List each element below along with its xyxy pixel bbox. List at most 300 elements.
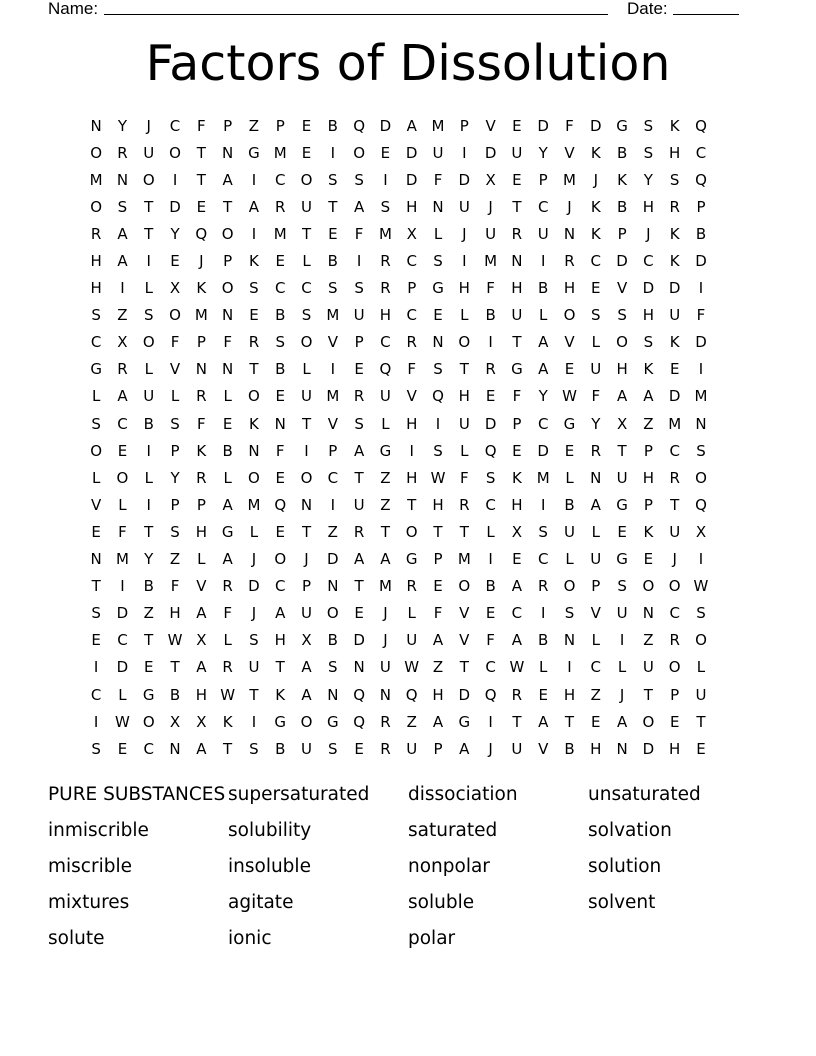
grid-letter: A: [643, 387, 654, 406]
grid-letter: I: [567, 658, 572, 677]
grid-letter: B: [169, 685, 181, 704]
grid-letter: P: [196, 495, 206, 514]
grid-letter: G: [142, 685, 155, 704]
grid-letter: A: [511, 577, 523, 596]
grid-letter: Z: [432, 658, 444, 677]
grid-letter: T: [144, 522, 154, 541]
grid-letter: U: [511, 143, 523, 162]
grid-letter: L: [591, 333, 600, 352]
grid-letter: B: [275, 360, 286, 379]
grid-letter: J: [383, 631, 388, 650]
grid-letter: O: [695, 468, 707, 487]
grid-letter: J: [619, 685, 625, 704]
grid-letter: M: [326, 387, 340, 406]
grid-letter: U: [143, 143, 155, 162]
grid-letter: Q: [353, 116, 366, 135]
grid-letter: U: [537, 224, 549, 243]
grid-row: [83, 220, 733, 247]
grid-letter: A: [196, 604, 207, 623]
grid-letter: U: [379, 387, 391, 406]
grid-letter: Q: [484, 441, 497, 460]
word-bank-item: soluble: [408, 891, 475, 913]
grid-letter: J: [251, 550, 257, 569]
grid-letter: M: [694, 387, 708, 406]
grid-letter: F: [118, 522, 127, 541]
grid-letter: H: [458, 387, 470, 406]
grid-letter: L: [407, 604, 416, 623]
grid-letter: F: [591, 387, 601, 406]
grid-letter: B: [485, 306, 496, 325]
grid-letter: C: [537, 550, 549, 569]
grid-letter: Z: [590, 685, 601, 704]
grid-row: [83, 112, 733, 139]
grid-letter: E: [380, 143, 391, 162]
grid-letter: E: [564, 441, 575, 460]
grid-letter: I: [120, 279, 125, 298]
grid-letter: T: [223, 197, 233, 216]
grid-letter: A: [616, 712, 628, 731]
grid-letter: Q: [274, 495, 287, 514]
grid-letter: C: [406, 306, 417, 325]
grid-letter: C: [327, 468, 339, 487]
grid-letter: O: [300, 170, 313, 189]
grid-letter: I: [383, 170, 388, 189]
grid-letter: K: [222, 712, 233, 731]
word-bank-item: PURE SUBSTANCES: [48, 784, 226, 806]
grid-letter: F: [354, 224, 364, 243]
grid-letter: N: [590, 468, 602, 487]
grid-letter: C: [537, 197, 549, 216]
grid-letter: P: [223, 116, 233, 135]
grid-letter: B: [616, 197, 628, 216]
grid-letter: R: [511, 224, 523, 243]
grid-letter: X: [301, 631, 312, 650]
grid-letter: S: [485, 468, 496, 487]
grid-letter: U: [642, 658, 654, 677]
grid-letter: N: [563, 224, 576, 243]
grid-letter: O: [90, 197, 103, 216]
grid-letter: R: [406, 333, 417, 352]
grid-letter: Z: [327, 522, 338, 541]
grid-letter: O: [221, 279, 234, 298]
grid-letter: C: [90, 333, 102, 352]
grid-letter: Y: [643, 170, 653, 189]
grid-letter: G: [274, 712, 287, 731]
name-label: Name:: [48, 0, 99, 18]
grid-letter: W: [115, 712, 130, 731]
grid-letter: A: [248, 197, 260, 216]
grid-letter: A: [590, 495, 601, 514]
grid-letter: T: [301, 224, 312, 243]
grid-letter: L: [302, 252, 311, 271]
grid-letter: H: [169, 604, 181, 623]
grid-letter: F: [407, 360, 417, 379]
grid-letter: T: [328, 197, 338, 216]
grid-letter: D: [695, 333, 707, 352]
grid-letter: I: [540, 495, 546, 514]
word-bank-item: solution: [588, 855, 662, 877]
grid-letter: N: [169, 739, 181, 758]
grid-letter: I: [488, 550, 493, 569]
grid-letter: P: [223, 252, 233, 271]
grid-letter: S: [249, 739, 259, 758]
grid-letter: R: [196, 387, 207, 406]
grid-letter: B: [275, 739, 286, 758]
grid-letter: V: [564, 333, 575, 352]
grid-letter: D: [458, 685, 471, 704]
grid-letter: G: [248, 143, 260, 162]
grid-letter: C: [274, 577, 286, 596]
grid-letter: S: [328, 170, 338, 189]
grid-letter: N: [327, 577, 339, 596]
grid-letter: T: [564, 712, 575, 731]
grid-row: [83, 356, 733, 383]
grid-letter: I: [93, 658, 99, 677]
grid-letter: K: [643, 360, 654, 379]
grid-letter: S: [669, 170, 680, 189]
grid-letter: A: [117, 387, 128, 406]
grid-letter: A: [538, 712, 549, 731]
grid-letter: I: [304, 441, 309, 460]
grid-row: [83, 708, 733, 735]
grid-letter: D: [379, 116, 392, 135]
grid-letter: S: [275, 333, 285, 352]
grid-letter: I: [462, 252, 467, 271]
grid-letter: N: [379, 685, 392, 704]
grid-letter: O: [142, 712, 155, 731]
grid-letter: V: [327, 414, 338, 433]
grid-letter: C: [274, 279, 286, 298]
grid-letter: N: [195, 360, 207, 379]
grid-letter: S: [696, 604, 706, 623]
grid-letter: K: [275, 685, 286, 704]
grid-letter: A: [222, 170, 233, 189]
grid-letter: E: [512, 550, 522, 569]
grid-letter: O: [300, 712, 313, 731]
grid-letter: M: [378, 224, 392, 243]
grid-letter: K: [669, 252, 680, 271]
grid-letter: R: [459, 495, 470, 514]
grid-letter: A: [196, 739, 207, 758]
grid-row: [83, 735, 733, 762]
grid-letter: I: [488, 712, 493, 731]
grid-letter: Z: [643, 631, 654, 650]
grid-letter: M: [194, 306, 208, 325]
grid-letter: K: [590, 197, 601, 216]
grid-letter: S: [591, 306, 601, 325]
grid-letter: J: [672, 550, 677, 569]
grid-letter: C: [406, 252, 417, 271]
grid-letter: F: [696, 306, 706, 325]
word-row: [48, 813, 768, 849]
grid-letter: P: [512, 414, 522, 433]
date-blank-line: [673, 14, 739, 15]
grid-letter: D: [642, 739, 655, 758]
grid-letter: E: [328, 224, 338, 243]
grid-letter: O: [563, 306, 576, 325]
grid-letter: V: [564, 143, 575, 162]
grid-letter: G: [327, 712, 339, 731]
grid-letter: D: [668, 387, 681, 406]
grid-letter: W: [220, 685, 236, 704]
grid-letter: S: [380, 197, 391, 216]
grid-letter: A: [459, 739, 470, 758]
grid-letter: S: [249, 631, 259, 650]
word-bank-item: nonpolar: [408, 855, 490, 877]
grid-letter: A: [380, 550, 391, 569]
grid-letter: H: [458, 279, 470, 298]
grid-letter: N: [327, 685, 339, 704]
grid-row: [83, 302, 733, 329]
grid-letter: L: [144, 468, 153, 487]
word-bank-item: solubility: [228, 820, 312, 842]
grid-letter: M: [668, 414, 682, 433]
grid-letter: K: [669, 116, 680, 135]
grid-letter: L: [223, 631, 232, 650]
grid-letter: T: [670, 495, 680, 514]
grid-letter: I: [93, 712, 99, 731]
word-bank-item: dissociation: [408, 784, 518, 806]
grid-letter: E: [512, 441, 522, 460]
grid-letter: T: [459, 360, 469, 379]
grid-letter: T: [354, 577, 364, 596]
grid-letter: R: [380, 712, 391, 731]
grid-letter: U: [143, 387, 155, 406]
grid-letter: Z: [380, 468, 391, 487]
grid-letter: M: [326, 306, 340, 325]
grid-row: [83, 464, 733, 491]
word-bank-item: insoluble: [228, 855, 311, 877]
grid-letter: O: [169, 143, 181, 162]
grid-letter: D: [169, 197, 181, 216]
grid-letter: S: [354, 170, 364, 189]
grid-letter: L: [91, 387, 101, 406]
grid-letter: X: [695, 522, 707, 541]
grid-letter: V: [196, 577, 207, 596]
grid-row: [83, 410, 733, 437]
grid-letter: X: [511, 522, 523, 541]
grid-letter: H: [669, 739, 681, 758]
grid-letter: I: [330, 143, 336, 162]
grid-letter: S: [354, 414, 364, 433]
word-row: [48, 849, 768, 885]
grid-letter: J: [199, 252, 204, 271]
word-bank-item: solvation: [588, 820, 672, 842]
grid-letter: D: [695, 252, 707, 271]
grid-letter: W: [430, 468, 446, 487]
grid-letter: A: [353, 197, 365, 216]
grid-letter: E: [669, 712, 680, 731]
grid-letter: P: [643, 495, 653, 514]
grid-letter: I: [146, 441, 151, 460]
grid-letter: F: [565, 116, 574, 135]
grid-letter: B: [143, 414, 154, 433]
grid-letter: V: [91, 495, 102, 514]
grid-letter: E: [591, 712, 601, 731]
grid-letter: K: [669, 224, 680, 243]
grid-letter: Y: [591, 414, 601, 433]
grid-letter: U: [353, 495, 365, 514]
grid-letter: F: [170, 333, 180, 352]
grid-letter: I: [120, 577, 125, 596]
grid-letter: U: [616, 604, 628, 623]
grid-letter: L: [565, 468, 574, 487]
grid-letter: O: [169, 306, 181, 325]
grid-letter: B: [564, 495, 575, 514]
grid-letter: R: [669, 468, 680, 487]
grid-letter: K: [196, 279, 207, 298]
grid-letter: G: [90, 360, 102, 379]
word-bank-item: solvent: [588, 891, 656, 913]
grid-letter: E: [617, 522, 627, 541]
grid-letter: O: [353, 143, 366, 162]
grid-letter: L: [565, 550, 574, 569]
word-bank-item: miscrible: [48, 855, 132, 877]
grid-letter: U: [353, 306, 365, 325]
grid-letter: O: [142, 333, 155, 352]
grid-letter: P: [196, 333, 206, 352]
grid-letter: C: [669, 604, 680, 623]
grid-letter: H: [432, 685, 444, 704]
grid-letter: V: [485, 116, 496, 135]
grid-row: [83, 546, 733, 573]
grid-letter: L: [433, 224, 443, 243]
grid-letter: J: [304, 550, 309, 569]
grid-letter: S: [143, 306, 154, 325]
grid-row: [83, 518, 733, 545]
word-search-grid: [83, 112, 733, 762]
grid-letter: E: [354, 360, 364, 379]
grid-letter: I: [409, 441, 414, 460]
grid-letter: T: [196, 143, 206, 162]
grid-row: [83, 600, 733, 627]
grid-letter: K: [511, 468, 522, 487]
grid-letter: F: [170, 577, 180, 596]
grid-letter: U: [458, 197, 470, 216]
grid-letter: X: [169, 279, 181, 298]
grid-letter: K: [249, 252, 259, 271]
grid-letter: H: [563, 685, 576, 704]
grid-letter: U: [301, 387, 313, 406]
grid-letter: V: [459, 604, 470, 623]
grid-letter: A: [301, 685, 312, 704]
grid-letter: P: [643, 441, 653, 460]
grid-letter: T: [170, 658, 180, 677]
grid-letter: H: [379, 306, 392, 325]
grid-letter: H: [511, 495, 523, 514]
grid-letter: U: [379, 658, 391, 677]
grid-letter: D: [590, 116, 602, 135]
grid-letter: K: [617, 170, 627, 189]
grid-letter: P: [617, 224, 627, 243]
grid-letter: C: [485, 658, 496, 677]
grid-letter: A: [511, 631, 523, 650]
grid-letter: R: [353, 522, 365, 541]
grid-letter: S: [538, 522, 548, 541]
grid-letter: L: [381, 414, 390, 433]
grid-row: [83, 139, 733, 166]
grid-letter: N: [222, 306, 234, 325]
grid-letter: R: [590, 441, 601, 460]
word-row: [48, 884, 768, 920]
grid-letter: R: [275, 197, 286, 216]
grid-letter: T: [223, 739, 233, 758]
grid-letter: J: [567, 197, 572, 216]
grid-letter: O: [405, 522, 418, 541]
grid-letter: R: [511, 685, 523, 704]
grid-letter: U: [590, 550, 602, 569]
grid-letter: A: [538, 333, 549, 352]
grid-letter: E: [564, 360, 575, 379]
grid-letter: H: [669, 143, 681, 162]
grid-letter: U: [564, 522, 575, 541]
grid-letter: L: [197, 550, 206, 569]
grid-row: [83, 329, 733, 356]
grid-letter: G: [221, 522, 234, 541]
grid-letter: B: [564, 739, 575, 758]
grid-letter: H: [642, 468, 655, 487]
grid-letter: E: [591, 279, 601, 298]
grid-letter: E: [91, 522, 101, 541]
grid-letter: C: [143, 739, 154, 758]
grid-letter: L: [591, 522, 600, 541]
grid-letter: U: [432, 143, 444, 162]
grid-letter: L: [696, 658, 706, 677]
grid-letter: I: [435, 414, 441, 433]
grid-letter: R: [669, 197, 680, 216]
grid-letter: D: [484, 143, 497, 162]
grid-letter: G: [616, 495, 628, 514]
grid-letter: E: [512, 116, 522, 135]
grid-letter: B: [327, 116, 338, 135]
grid-letter: G: [616, 550, 628, 569]
grid-letter: I: [698, 360, 704, 379]
grid-letter: E: [512, 170, 522, 189]
grid-letter: O: [274, 550, 287, 569]
grid-row: [83, 491, 733, 518]
grid-letter: C: [537, 414, 549, 433]
grid-letter: O: [300, 468, 313, 487]
grid-letter: R: [669, 631, 680, 650]
grid-letter: A: [616, 387, 628, 406]
grid-letter: S: [170, 522, 180, 541]
grid-letter: H: [642, 197, 655, 216]
grid-letter: T: [144, 631, 154, 650]
grid-letter: O: [458, 333, 471, 352]
word-bank-item: ionic: [228, 927, 272, 949]
grid-letter: C: [117, 414, 128, 433]
grid-letter: I: [540, 252, 546, 271]
grid-letter: E: [275, 468, 285, 487]
grid-letter: N: [563, 631, 576, 650]
grid-letter: H: [90, 279, 102, 298]
grid-letter: A: [353, 441, 365, 460]
grid-letter: R: [353, 387, 365, 406]
grid-letter: L: [144, 279, 153, 298]
grid-letter: H: [432, 495, 444, 514]
grid-letter: U: [406, 631, 418, 650]
grid-letter: C: [643, 252, 654, 271]
grid-letter: H: [406, 414, 418, 433]
grid-letter: A: [538, 360, 549, 379]
grid-letter: T: [512, 333, 522, 352]
page-title: Factors of Dissolution: [145, 35, 671, 92]
grid-letter: N: [353, 658, 365, 677]
grid-letter: A: [432, 712, 444, 731]
grid-letter: U: [669, 306, 681, 325]
grid-letter: K: [249, 414, 259, 433]
grid-letter: S: [696, 441, 706, 460]
